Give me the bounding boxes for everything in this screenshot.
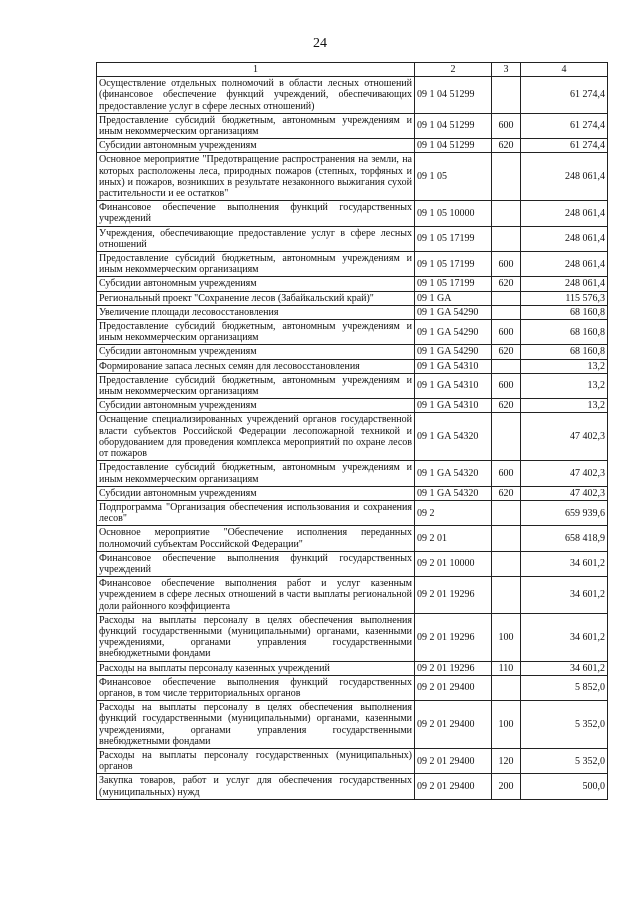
table-row <box>97 252 608 277</box>
row-name-cell: Расходы на выплаты персоналу в целях обеспечения выполнения функций государственными (муниципальными) органами, казенными учреждениями, органами управления государственными внебюджетными фондами <box>97 701 415 749</box>
column-header-sum: 4 <box>521 63 608 77</box>
row-name-cell: Субсидии автономным учреждениям <box>97 345 415 359</box>
table-row <box>97 77 608 114</box>
row-sum-cell: 500,0 <box>521 774 608 799</box>
column-header-name: 1 <box>97 63 415 77</box>
row-name-cell: Учреждения, обеспечивающие предоставление услуг в сфере лесных отношений <box>97 226 415 251</box>
row-name-cell: Субсидии автономным учреждениям <box>97 399 415 413</box>
page-number: 24 <box>313 36 327 51</box>
row-code-cell: 09 2 01 19296 <box>415 613 492 661</box>
table-row <box>97 613 608 661</box>
row-name-cell: Предоставление субсидий бюджетным, автономным учреждениям и иным некоммерческим организациям <box>97 252 415 277</box>
row-sum-cell: 5 352,0 <box>521 701 608 749</box>
row-name-cell: Оснащение специализированных учреждений органов государственной власти субъектов Российской Федерации лесопожарной техникой и оборудованием для проведения комплекса мероприятий по охране лесов от пожаров <box>97 413 415 461</box>
row-sum-cell: 47 402,3 <box>521 413 608 461</box>
row-sum-cell: 5 852,0 <box>521 675 608 700</box>
table-row <box>97 226 608 251</box>
column-header-code: 2 <box>415 63 492 77</box>
table-body <box>97 77 608 800</box>
row-sum-cell: 248 061,4 <box>521 153 608 201</box>
row-expense-type-cell: 600 <box>492 252 521 277</box>
row-name-cell: Закупка товаров, работ и услуг для обеспечения государственных (муниципальных) нужд <box>97 774 415 799</box>
row-code-cell: 09 2 01 29400 <box>415 675 492 700</box>
row-expense-type-cell: 620 <box>492 139 521 153</box>
row-expense-type-cell: 110 <box>492 661 521 675</box>
row-sum-cell: 248 061,4 <box>521 226 608 251</box>
row-expense-type-cell: 620 <box>492 277 521 291</box>
row-code-cell: 09 2 01 <box>415 526 492 551</box>
table-row <box>97 748 608 773</box>
table-row <box>97 486 608 500</box>
row-sum-cell: 115 576,3 <box>521 291 608 305</box>
row-sum-cell: 47 402,3 <box>521 461 608 486</box>
row-expense-type-cell <box>492 291 521 305</box>
row-expense-type-cell: 600 <box>492 461 521 486</box>
row-expense-type-cell <box>492 500 521 525</box>
row-expense-type-cell <box>492 359 521 373</box>
row-sum-cell: 248 061,4 <box>521 252 608 277</box>
row-name-cell: Осуществление отдельных полномочий в области лесных отношений (финансовое обеспечение функций учреждений, обеспечивающих предоставление услуг в сфере лесных отношений) <box>97 77 415 114</box>
row-name-cell: Расходы на выплаты персоналу государственных (муниципальных) органов <box>97 748 415 773</box>
row-code-cell: 09 1 GA 54320 <box>415 486 492 500</box>
row-code-cell: 09 1 GA <box>415 291 492 305</box>
row-code-cell: 09 1 GA 54320 <box>415 461 492 486</box>
row-name-cell: Субсидии автономным учреждениям <box>97 277 415 291</box>
column-header-vr: 3 <box>492 63 521 77</box>
row-expense-type-cell: 100 <box>492 701 521 749</box>
row-sum-cell: 61 274,4 <box>521 139 608 153</box>
row-expense-type-cell: 600 <box>492 113 521 138</box>
row-code-cell: 09 2 01 29400 <box>415 774 492 799</box>
row-sum-cell: 659 939,6 <box>521 500 608 525</box>
table-row <box>97 500 608 525</box>
row-sum-cell: 34 601,2 <box>521 577 608 614</box>
table-header-row <box>97 63 608 77</box>
table-row <box>97 359 608 373</box>
row-code-cell: 09 1 GA 54290 <box>415 345 492 359</box>
row-expense-type-cell <box>492 413 521 461</box>
row-expense-type-cell: 600 <box>492 373 521 398</box>
row-expense-type-cell: 100 <box>492 613 521 661</box>
budget-table <box>96 62 608 800</box>
row-code-cell: 09 1 04 51299 <box>415 77 492 114</box>
table-row <box>97 345 608 359</box>
row-expense-type-cell <box>492 551 521 576</box>
row-name-cell: Расходы на выплаты персоналу казенных учреждений <box>97 661 415 675</box>
table-row <box>97 291 608 305</box>
table-row <box>97 399 608 413</box>
row-sum-cell: 34 601,2 <box>521 613 608 661</box>
row-name-cell: Расходы на выплаты персоналу в целях обеспечения выполнения функций государственными (муниципальными) органами, казенными учреждениями, органами управления государственными внебюджетными фондами <box>97 613 415 661</box>
row-name-cell: Формирование запаса лесных семян для лесовосстановления <box>97 359 415 373</box>
row-code-cell: 09 1 GA 54290 <box>415 305 492 319</box>
row-sum-cell: 68 160,8 <box>521 305 608 319</box>
row-expense-type-cell: 620 <box>492 486 521 500</box>
table-row <box>97 373 608 398</box>
row-name-cell: Субсидии автономным учреждениям <box>97 486 415 500</box>
row-code-cell: 09 1 GA 54290 <box>415 320 492 345</box>
row-sum-cell: 68 160,8 <box>521 345 608 359</box>
row-name-cell: Финансовое обеспечение выполнения функций государственных органов, в том числе территориальных органов <box>97 675 415 700</box>
table-row <box>97 201 608 226</box>
row-code-cell: 09 2 01 19296 <box>415 661 492 675</box>
row-expense-type-cell <box>492 305 521 319</box>
row-code-cell: 09 2 01 29400 <box>415 701 492 749</box>
row-code-cell: 09 1 GA 54320 <box>415 413 492 461</box>
row-code-cell: 09 1 04 51299 <box>415 139 492 153</box>
row-name-cell: Региональный проект "Сохранение лесов (Забайкальский край)" <box>97 291 415 305</box>
row-expense-type-cell: 600 <box>492 320 521 345</box>
row-code-cell: 09 1 05 17199 <box>415 226 492 251</box>
table-row <box>97 461 608 486</box>
row-sum-cell: 13,2 <box>521 359 608 373</box>
row-name-cell: Увеличение площади лесовосстановления <box>97 305 415 319</box>
table-row <box>97 320 608 345</box>
row-code-cell: 09 1 GA 54310 <box>415 399 492 413</box>
row-code-cell: 09 2 01 10000 <box>415 551 492 576</box>
table-row <box>97 113 608 138</box>
row-code-cell: 09 2 01 19296 <box>415 577 492 614</box>
row-sum-cell: 13,2 <box>521 373 608 398</box>
table-row <box>97 277 608 291</box>
table-row <box>97 139 608 153</box>
row-code-cell: 09 1 GA 54310 <box>415 359 492 373</box>
row-name-cell: Предоставление субсидий бюджетным, автономным учреждениям и иным некоммерческим организациям <box>97 461 415 486</box>
table-row <box>97 675 608 700</box>
row-sum-cell: 248 061,4 <box>521 201 608 226</box>
row-expense-type-cell <box>492 577 521 614</box>
row-expense-type-cell: 200 <box>492 774 521 799</box>
row-code-cell: 09 2 01 29400 <box>415 748 492 773</box>
row-expense-type-cell <box>492 201 521 226</box>
row-sum-cell: 248 061,4 <box>521 277 608 291</box>
row-expense-type-cell <box>492 226 521 251</box>
row-code-cell: 09 1 05 17199 <box>415 277 492 291</box>
row-code-cell: 09 1 05 10000 <box>415 201 492 226</box>
table-row <box>97 661 608 675</box>
table-row <box>97 774 608 799</box>
row-sum-cell: 5 352,0 <box>521 748 608 773</box>
row-sum-cell: 34 601,2 <box>521 661 608 675</box>
table-row <box>97 551 608 576</box>
row-sum-cell: 61 274,4 <box>521 77 608 114</box>
row-sum-cell: 47 402,3 <box>521 486 608 500</box>
row-code-cell: 09 2 <box>415 500 492 525</box>
row-name-cell: Финансовое обеспечение выполнения работ и услуг казенным учреждением в сфере лесных отношений в части выплаты региональной доли районного коэффициента <box>97 577 415 614</box>
row-sum-cell: 61 274,4 <box>521 113 608 138</box>
row-sum-cell: 13,2 <box>521 399 608 413</box>
row-code-cell: 09 1 05 <box>415 153 492 201</box>
row-name-cell: Финансовое обеспечение выполнения функций государственных учреждений <box>97 551 415 576</box>
row-sum-cell: 658 418,9 <box>521 526 608 551</box>
row-name-cell: Финансовое обеспечение выполнения функций государственных учреждений <box>97 201 415 226</box>
table-row <box>97 526 608 551</box>
row-name-cell: Подпрограмма "Организация обеспечения использования и сохранения лесов" <box>97 500 415 525</box>
row-code-cell: 09 1 05 17199 <box>415 252 492 277</box>
table-row <box>97 701 608 749</box>
table-row <box>97 413 608 461</box>
row-name-cell: Предоставление субсидий бюджетным, автономным учреждениям и иным некоммерческим организациям <box>97 373 415 398</box>
row-expense-type-cell: 120 <box>492 748 521 773</box>
row-expense-type-cell <box>492 526 521 551</box>
row-name-cell: Предоставление субсидий бюджетным, автономным учреждениям и иным некоммерческим организациям <box>97 113 415 138</box>
row-code-cell: 09 1 04 51299 <box>415 113 492 138</box>
table-row <box>97 305 608 319</box>
table-row <box>97 153 608 201</box>
row-expense-type-cell <box>492 675 521 700</box>
row-sum-cell: 34 601,2 <box>521 551 608 576</box>
row-expense-type-cell: 620 <box>492 399 521 413</box>
row-expense-type-cell: 620 <box>492 345 521 359</box>
row-name-cell: Предоставление субсидий бюджетным, автономным учреждениям и иным некоммерческим организациям <box>97 320 415 345</box>
row-name-cell: Основное мероприятие "Предотвращение распространения на земли, на которых расположены леса, природных пожаров (степных, торфяных и иных) и пожаров, возникших в результате незаконного выжигания сухой растительности и ее остатков" <box>97 153 415 201</box>
table-row <box>97 577 608 614</box>
row-code-cell: 09 1 GA 54310 <box>415 373 492 398</box>
row-sum-cell: 68 160,8 <box>521 320 608 345</box>
row-expense-type-cell <box>492 77 521 114</box>
row-name-cell: Субсидии автономным учреждениям <box>97 139 415 153</box>
row-expense-type-cell <box>492 153 521 201</box>
row-name-cell: Основное мероприятие "Обеспечение исполнения переданных полномочий субъектам Российской Федерации" <box>97 526 415 551</box>
